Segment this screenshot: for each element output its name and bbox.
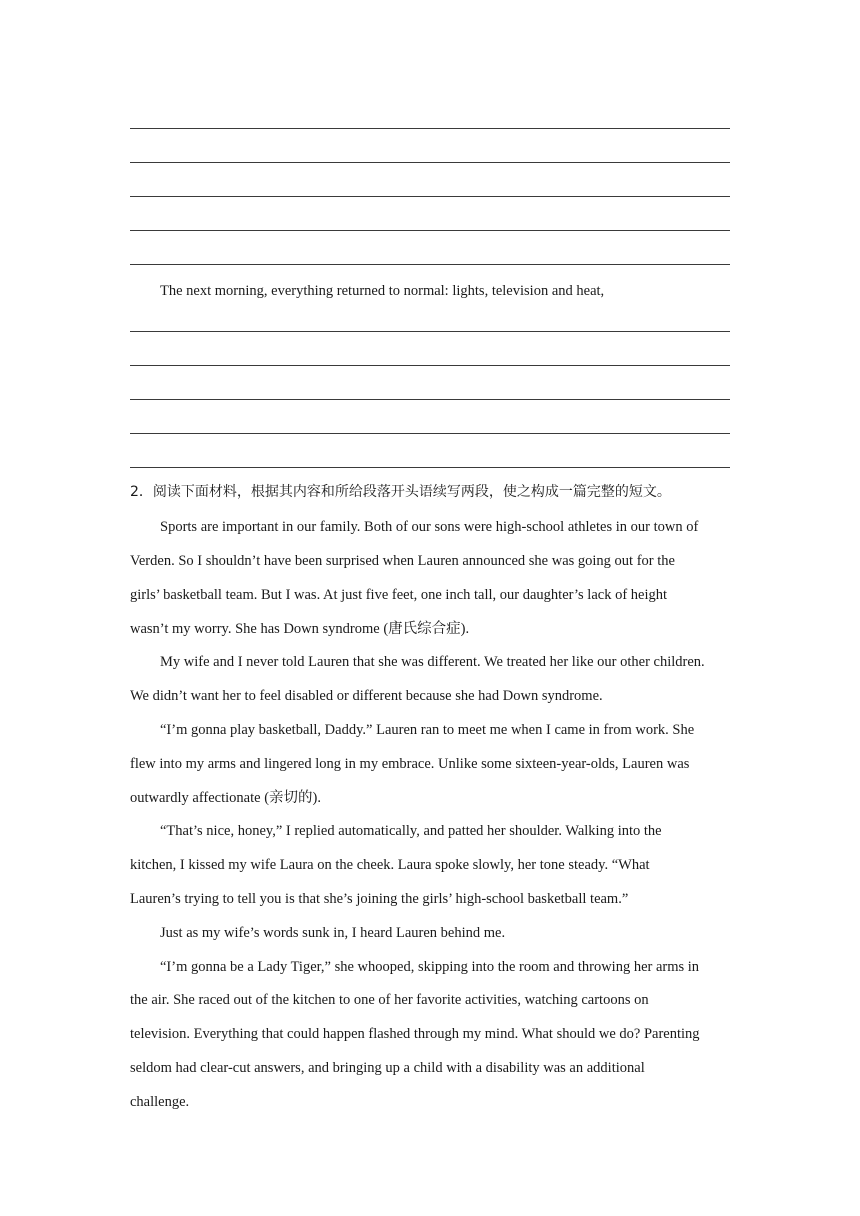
writing-line bbox=[130, 433, 730, 434]
writing-line bbox=[130, 162, 730, 163]
passage-line: “That’s nice, honey,” I replied automatically, and patted her shoulder. Walking into the bbox=[160, 823, 662, 839]
writing-line bbox=[130, 399, 730, 400]
prompt-paragraph-start: The next morning, everything returned to normal: lights, television and heat, bbox=[160, 283, 605, 299]
question-number: 2． bbox=[130, 484, 153, 500]
writing-line bbox=[130, 331, 730, 332]
writing-line bbox=[130, 365, 730, 366]
passage-line: Verden. So I shouldn’t have been surprised when Lauren announced she was going out for the bbox=[130, 553, 675, 569]
writing-line bbox=[130, 196, 730, 197]
passage-line: We didn’t want her to feel disabled or different because she had Down syndrome. bbox=[130, 688, 603, 704]
passage-line: wasn’t my worry. She has Down syndrome (唐氏综合症). bbox=[130, 621, 470, 637]
passage-line: seldom had clear-cut answers, and bringing up a child with a disability was an additional bbox=[130, 1060, 645, 1076]
passage-line: flew into my arms and lingered long in my embrace. Unlike some sixteen-year-olds, Lauren was bbox=[130, 756, 690, 772]
question-2-heading bbox=[130, 483, 740, 501]
passage-line: “I’m gonna play basketball, Daddy.” Lauren ran to meet me when I came in from work. She bbox=[160, 722, 695, 738]
passage-line: television. Everything that could happen flashed through my mind. What should we do? Parenting bbox=[130, 1026, 700, 1042]
writing-line bbox=[130, 467, 730, 468]
passage-line: kitchen, I kissed my wife Laura on the cheek. Laura spoke slowly, her tone steady. “What bbox=[130, 857, 650, 873]
passage-line: Sports are important in our family. Both of our sons were high-school athletes in our town of bbox=[160, 519, 699, 535]
passage-line: My wife and I never told Lauren that she was different. We treated her like our other children. bbox=[160, 654, 705, 670]
writing-line bbox=[130, 230, 730, 231]
passage-line: girls’ basketball team. But I was. At just five feet, one inch tall, our daughter’s lack of height bbox=[130, 587, 668, 603]
writing-line bbox=[130, 128, 730, 129]
passage-line: the air. She raced out of the kitchen to one of her favorite activities, watching cartoons on bbox=[130, 992, 649, 1008]
passage-line: Just as my wife’s words sunk in, I heard Lauren behind me. bbox=[160, 925, 506, 941]
passage-line: challenge. bbox=[130, 1094, 190, 1110]
passage-line: “I’m gonna be a Lady Tiger,” she whooped, skipping into the room and throwing her arms in bbox=[160, 959, 700, 975]
passage-line: outwardly affectionate (亲切的). bbox=[130, 790, 321, 806]
passage-line: Lauren’s trying to tell you is that she’s joining the girls’ high-school basketball team.” bbox=[130, 891, 629, 907]
writing-line bbox=[130, 264, 730, 265]
question-instruction: 阅读下面材料，根据其内容和所给段落开头语续写两段，使之构成一篇完整的短文。 bbox=[152, 484, 671, 500]
